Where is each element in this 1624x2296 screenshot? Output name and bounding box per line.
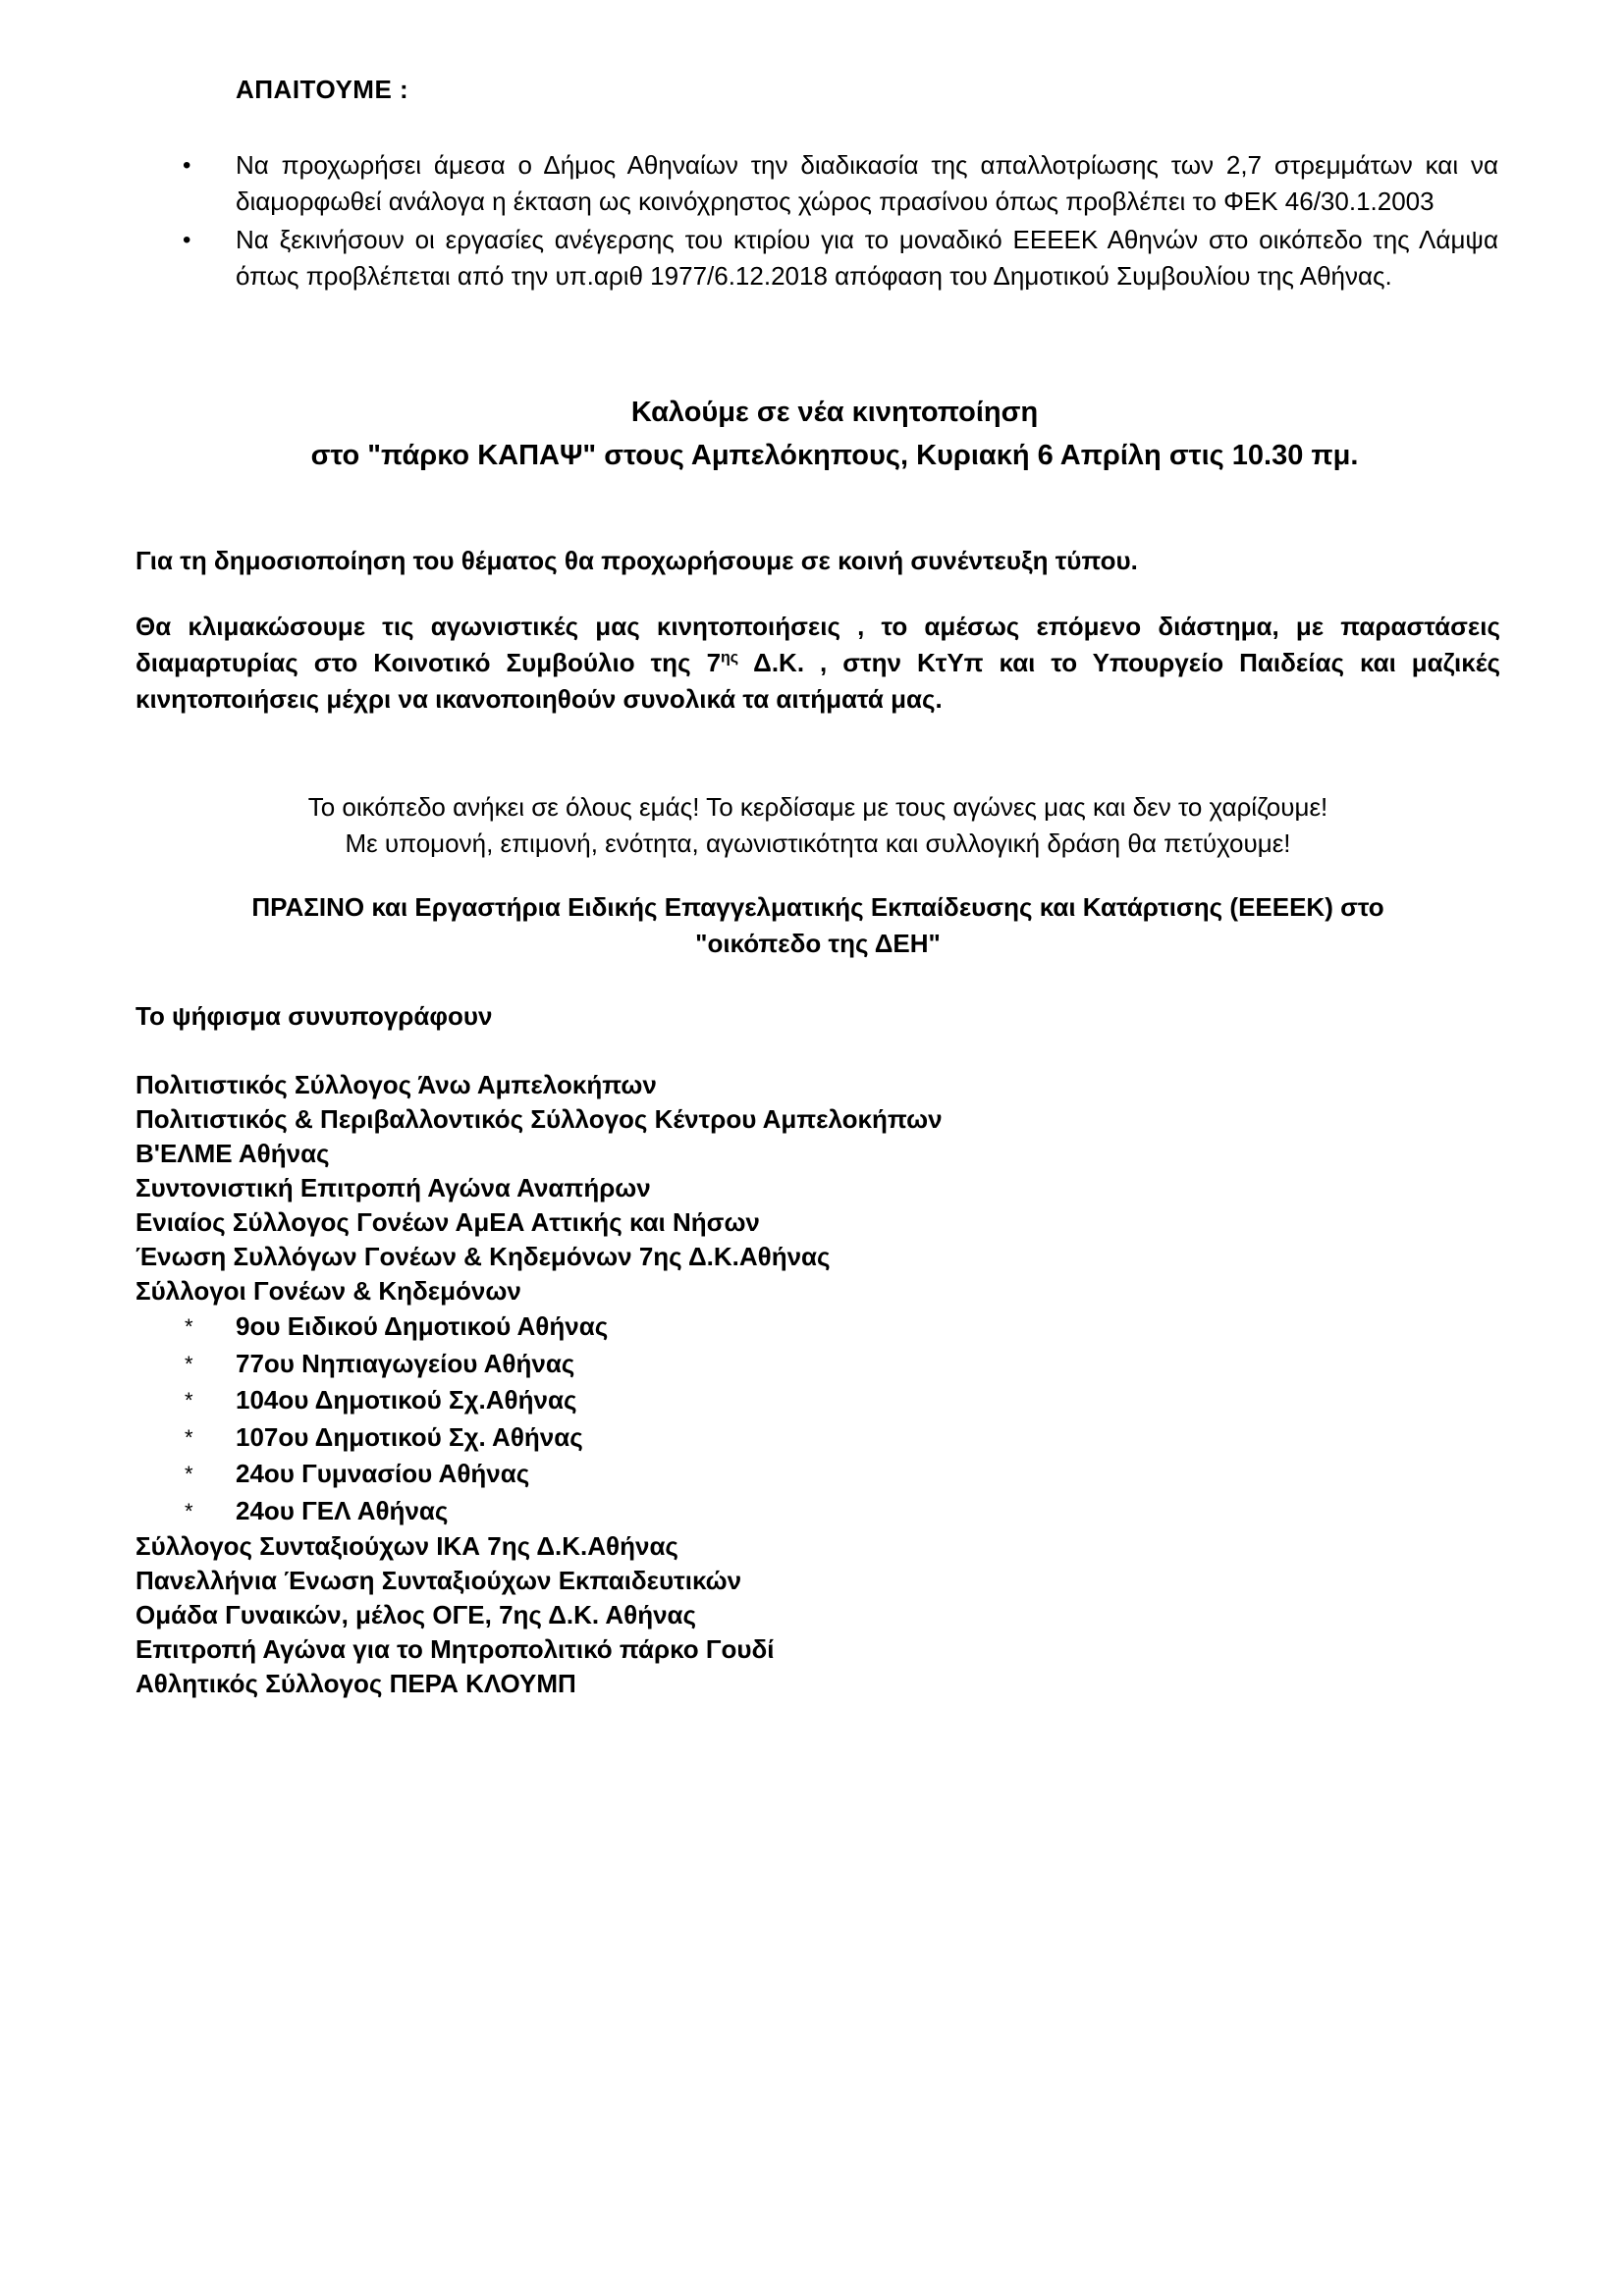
asterisk-bullet-icon: * bbox=[185, 1351, 193, 1376]
asterisk-bullet-icon: * bbox=[185, 1314, 193, 1339]
asterisk-bullet-icon: * bbox=[185, 1424, 193, 1450]
signatory: Ένωση Συλλόγων Γονέων & Κηδεμόνων 7ης Δ.Κ.Αθήνας bbox=[135, 1242, 831, 1271]
bullet-icon: • bbox=[183, 227, 191, 253]
parent-association bbox=[135, 1346, 943, 1383]
signatory: Συντονιστική Επιτροπή Αγώνα Αναπήρων bbox=[135, 1173, 651, 1202]
parent-associations-group bbox=[135, 1308, 943, 1529]
ordinal-superscript: ης bbox=[721, 649, 739, 667]
parent-association-name: 104ου Δημοτικού Σχ.Αθήνας bbox=[236, 1385, 577, 1415]
escalation-paragraph bbox=[135, 609, 1500, 718]
parent-association bbox=[135, 1308, 943, 1346]
parent-association-name: 24ου Γυμνασίου Αθήνας bbox=[236, 1459, 530, 1488]
escalation-text-end: Δ.Κ. , στην ΚτΥπ και το Υπουργείο Παιδείας και μαζικές κινητοποιήσεις μέχρι να ικανοποιηθούν συνολικά τα αιτήματά μας. bbox=[135, 648, 1500, 714]
call-line-2: στο "πάρκο ΚΑΠΑΨ" στους Αμπελόκηπους, Κυριακή 6 Απρίλη στις 10.30 πμ. bbox=[310, 440, 1359, 471]
signatories-list bbox=[135, 1068, 943, 1701]
slogan bbox=[135, 789, 1500, 862]
goal-line-2: "οικόπεδο της ΔΕΗ" bbox=[695, 929, 941, 958]
parent-association bbox=[135, 1456, 943, 1493]
call-line-1: Καλούμε σε νέα κινητοποίηση bbox=[630, 397, 1039, 428]
signatory: Σύλλογος Συνταξιούχων ΙΚΑ 7ης Δ.Κ.Αθήνας bbox=[135, 1531, 678, 1561]
signatory: Αθλητικός Σύλλογος ΠΕΡΑ ΚΛΟΥΜΠ bbox=[135, 1669, 576, 1698]
press-conference-paragraph: Για τη δημοσιοποίηση του θέματος θα προχωρήσουμε σε κοινή συνέντευξη τύπου. bbox=[135, 546, 1138, 575]
demand-text: Να ξεκινήσουν οι εργασίες ανέγερσης του κτιρίου για το μοναδικό ΕΕΕΕΚ Αθηνών στο οικόπεδο της Λάμψα όπως προβλέπεται από την υπ.αριθ 1977/6.12.2018 απόφαση του Δημοτικού Συμβουλίου της Αθήνας. bbox=[236, 225, 1498, 291]
asterisk-bullet-icon: * bbox=[185, 1498, 193, 1523]
signatory: Πολιτιστικός Σύλλογος Άνω Αμπελοκήπων bbox=[135, 1070, 657, 1099]
demand-item bbox=[183, 147, 1498, 220]
demands-list bbox=[183, 147, 1498, 296]
slogan-line-2: Με υπομονή, επιμονή, ενότητα, αγωνιστικότητα και συλλογική δράση θα πετύχουμε! bbox=[345, 828, 1291, 858]
signatory: Σύλλογοι Γονέων & Κηδεμόνων bbox=[135, 1276, 521, 1306]
signatory: Επιτροπή Αγώνα για το Μητροπολιτικό πάρκο Γουδί bbox=[135, 1634, 775, 1664]
signatory: Β'ΕΛΜΕ Αθήνας bbox=[135, 1139, 330, 1168]
parent-association bbox=[135, 1419, 943, 1457]
parent-association-name: 24ου ΓΕΛ Αθήνας bbox=[236, 1495, 449, 1525]
bullet-icon: • bbox=[183, 152, 191, 179]
asterisk-bullet-icon: * bbox=[185, 1462, 193, 1486]
parent-associations-list bbox=[135, 1308, 943, 1529]
parent-association-name: 9ου Ειδικού Δημοτικού Αθήνας bbox=[236, 1311, 609, 1341]
mobilization-call bbox=[177, 391, 1492, 477]
demands-heading: ΑΠΑΙΤΟΥΜΕ : bbox=[236, 75, 409, 104]
parent-association-name: 77ου Νηπιαγωγείου Αθήνας bbox=[236, 1348, 575, 1378]
demand-text: Να προχωρήσει άμεσα ο Δήμος Αθηναίων την διαδικασία της απαλλοτρίωσης των 2,7 στρεμμάτων και να διαμορφωθεί ανάλογα η έκταση ως κοινόχρηστος χώρος πρασίνου όπως προβλέπει το ΦΕΚ 46/30.1.2003 bbox=[236, 150, 1498, 216]
parent-association bbox=[135, 1382, 943, 1419]
parent-association bbox=[135, 1493, 943, 1530]
cosign-label: Το ψήφισμα συνυπογράφουν bbox=[135, 1001, 493, 1031]
signatory: Ενιαίος Σύλλογος Γονέων ΑμΕΑ Αττικής και Νήσων bbox=[135, 1207, 760, 1237]
goal-line-1: ΠΡΑΣΙΝΟ και Εργαστήρια Ειδικής Επαγγελματικής Εκπαίδευσης και Κατάρτισης (ΕΕΕΕΚ) στο bbox=[251, 892, 1384, 922]
slogan-line-1: Το οικόπεδο ανήκει σε όλους εμάς! Το κερδίσαμε με τους αγώνες μας και δεν το χαρίζουμε! bbox=[307, 792, 1328, 822]
signatory: Πολιτιστικός & Περιβαλλοντικός Σύλλογος Κέντρου Αμπελοκήπων bbox=[135, 1104, 943, 1134]
asterisk-bullet-icon: * bbox=[185, 1388, 193, 1413]
escalation-text-start: Θα κλιμακώσουμε τις αγωνιστικές μας κινητοποιήσεις , το αμέσως επόμενο διάστημα, με παραστάσεις διαμαρτυρίας στο Κοινοτικό Συμβούλιο της 7 bbox=[135, 612, 1500, 677]
goal-statement bbox=[135, 889, 1500, 962]
parent-association-name: 107ου Δημοτικού Σχ. Αθήνας bbox=[236, 1421, 583, 1452]
signatory: Πανελλήνια Ένωση Συνταξιούχων Εκπαιδευτικών bbox=[135, 1566, 742, 1595]
demand-item bbox=[183, 222, 1498, 294]
signatory: Ομάδα Γυναικών, μέλος ΟΓΕ, 7ης Δ.Κ. Αθήνας bbox=[135, 1600, 697, 1629]
